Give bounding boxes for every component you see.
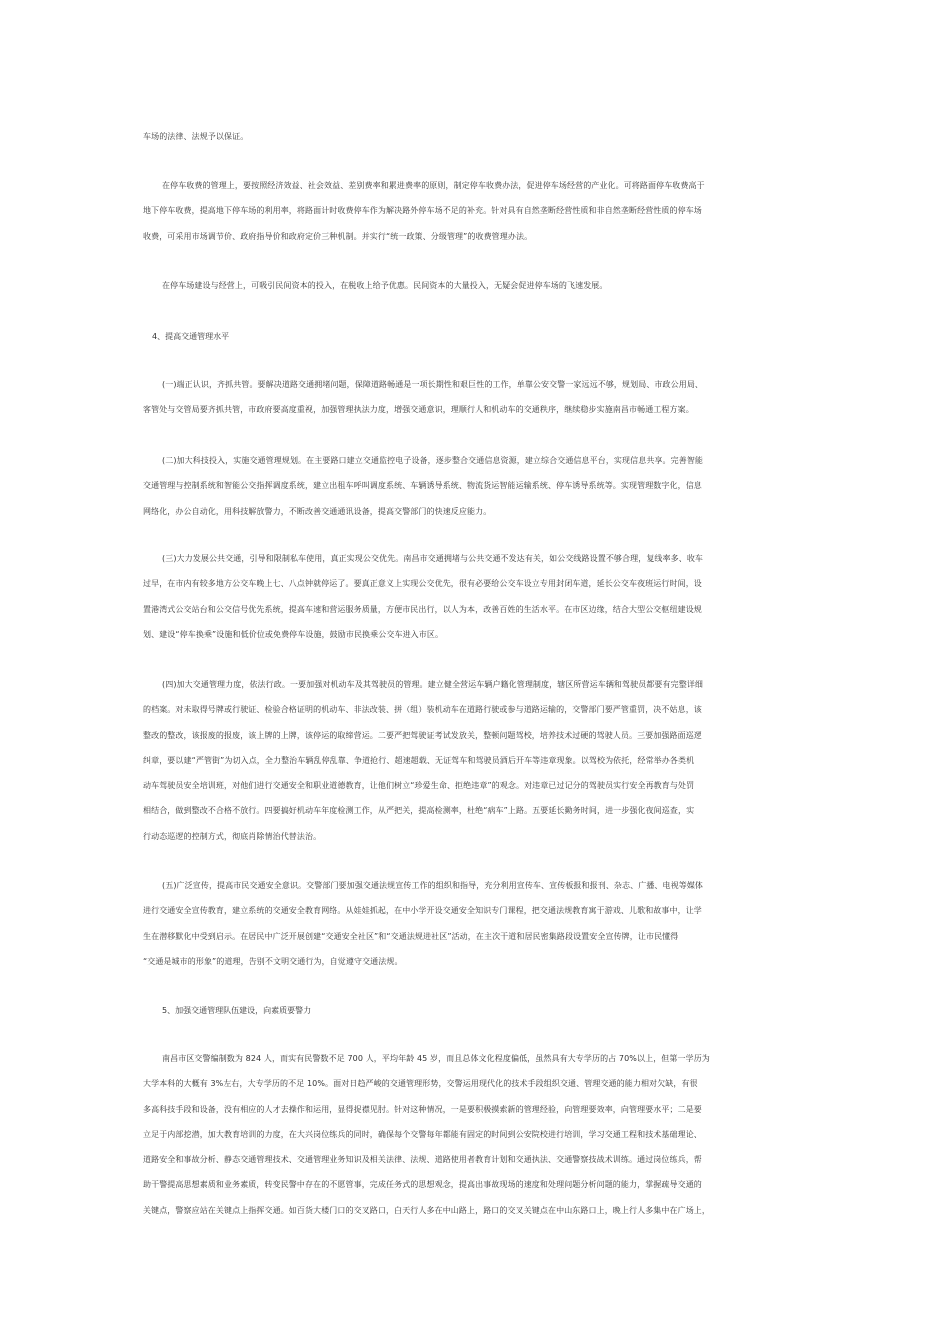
text-line: 多高科技手段和设备，没有相应的人才去操作和运用，显得捉襟见肘。针对这种情况，一是要积极摸索新的管理经验，向管理要效率，向管理要水平；二是要 [143,1104,702,1114]
text-line: “交通是城市的形象”的道理，告别不文明交通行为，自觉遵守交通法规。 [143,956,403,966]
text-line: 整改的整改，该报废的报废，该上牌的上牌，该停运的取缔营运。二要严把驾驶证考试发放关，整顿问题驾校，培养技术过硬的驾驶人员。三要加强路面巡逻 [143,730,702,740]
paragraph-item-3 [143,546,815,647]
text-line: 收费，可采用市场调节价、政府指导价和政府定价三种机制。并实行“统一政策、分级管理”的收费管理办法。 [143,231,533,241]
text-line: 南昌市区交警编制数为 824 人，而实有民警数不足 700 人，平均年龄 45 岁，而且总体文化程度偏低，虽然具有大专学历的占 70%以上，但第一学历为 [162,1054,710,1063]
text-line: 行动态巡逻的控制方式，彻底肖除情治代替法治。 [143,831,322,841]
paragraph-item-2 [143,448,815,524]
text-line: (三)大力发展公共交通，引导和限制私车使用，真正实现公交优先。南昌市交通拥堵与公共交通不发达有关，如公交线路设置不够合理，复线率多、收车 [162,554,704,563]
text-line: 的档案。对未取得号牌或行驶证、检验合格证明的机动车、非法改装、拼（组）装机动车在道路行驶或参与道路运输的，交警部门要严管重罚，决不姑息，该 [143,705,702,715]
text-line: (四)加大交通管理力度，依法行政。一要加强对机动车及其驾驶员的管理。建立健全营运车辆户籍化管理制度，辖区所营运车辆和驾驶员都要有完整详细 [162,680,704,689]
paragraph-parking-fees [143,173,815,249]
text-line: 在停车收费的管理上，要按照经济效益、社会效益、差别费率和累进费率的原则，制定停车收费办法，促进停车场经营的产业化。可将路面停车收费高于 [162,181,705,190]
paragraph-item-4 [143,672,815,849]
paragraph-police-staffing [143,1046,815,1223]
text-line: 纠章，要以建“严管街”为切入点，全力整治车辆乱停乱靠、争道抢行、超速超载、无证驾车和驾驶员酒后开车等违章现象。以驾校为依托，经常举办各类机 [143,755,695,765]
text-line: 车场的法律、法规予以保证。 [143,132,249,141]
text-line: 客管处与交管局要齐抓共管，市政府要高度重视，加强管理执法力度，增强交通意识，理顺行人和机动车的交通秩序，继续稳步实施南昌市畅通工程方案。 [143,405,694,415]
paragraph-parking-law [143,124,815,149]
text-line: (一)端正认识，齐抓共管。要解决道路交通拥堵问题，保障道路畅通是一项长期性和艰巨性的工作，单靠公安交警一家远远不够，规划局、市政公用局、 [162,380,704,389]
text-line: 交通管理与控制系统和智能公交指挥调度系统，建立出租车呼叫调度系统、车辆诱导系统、物流货运智能运输系统、停车诱导系统等。实现管理数字化，信息 [143,481,702,491]
text-line: (二)加大科技投入，实施交通管理规划。在主要路口建立交通监控电子设备，逐步整合交通信息资源，建立综合交通信息平台，实现信息共享。完善智能 [162,456,704,465]
section-heading-5: 5、加强交通管理队伍建设，向素质要警力 [162,1006,312,1015]
text-line: 助干警提高思想素质和业务素质，转变民警中存在的不愿管事，完成任务式的思想观念，提高出事故现场的速度和处理问题分析问题的能力，掌握疏导交通的 [143,1180,702,1190]
text-line: 生在潜移默化中受到启示。在居民中广泛开展创建“交通安全社区”和“交通法规进社区”活动，在主次干道和居民密集路段设置安全宣传牌，让市民懂得 [143,931,679,941]
text-line: 在停车场建设与经营上，可吸引民间资本的投入，在税收上给予优惠。民间资本的大量投入，无疑会促进停车场的飞速发展。 [162,281,608,290]
section-heading-4: 4、提高交通管理水平 [152,332,230,341]
text-line: 过早，在市内有较多地方公交车晚上七、八点钟就停运了。要真正意义上实现公交优先，很有必要给公交车设立专用封闭车道，延长公交车夜班运行时间，设 [143,579,702,589]
text-line: 动车驾驶员安全培训班，对他们进行交通安全和职业道德教育，让他们树立“珍爱生命、拒绝违章”的观念。对违章已过记分的驾驶员实行安全再教育与处罚 [143,781,695,791]
text-line: 网络化，办公自动化，用科技解放警力，不断改善交通通讯设备，提高交警部门的快速反应能力。 [143,506,492,516]
paragraph-item-1 [143,372,815,423]
text-line: 关键点，警察应站在关键点上指挥交通。如百货大楼门口的交叉路口，白天行人多在中山路上，路口的交叉关键点在中山东路口上，晚上行人多集中在广场上， [143,1205,710,1215]
text-line: 立足于内部挖潜，加大教育培训的力度，在大兴岗位练兵的同时，确保每个交警每年都能有固定的时间到公安院校进行培训，学习交通工程和技术基础理论、 [143,1129,702,1139]
text-line: 进行交通安全宣传教育，建立系统的交通安全教育网络。从娃娃抓起，在中小学开设交通安全知识专门课程，把交通法规教育寓于游戏、儿歌和故事中，让学 [143,906,702,916]
text-line: 划、建设“停车换乘”设施和低价位或免费停车设施，鼓励市民换乘公交车进入市区。 [143,629,444,639]
text-line: 地下停车收费，提高地下停车场的利用率，将路面计时收费停车作为解决路外停车场不足的补充。针对具有自然垄断经营性质和非自然垄断经营性质的停车场 [143,206,702,216]
text-line: 置港湾式公交站台和公交信号优先系统，提高车速和营运服务质量，方便市民出行，以人为本，改善百姓的生活水平。在市区边缘，结合大型公交枢纽建设规 [143,604,702,614]
paragraph-parking-construction [143,273,815,298]
text-line: 道路安全和事故分析、静态交通管理技术、交通管理业务知识及相关法律、法规、道路使用者教育计划和交通执法、交通警察技战术训练。通过岗位练兵，帮 [143,1155,702,1165]
text-line: 大学本科的大概有 3%左右，大专学历的不足 10%。面对日趋严峻的交通管理形势，交警运用现代化的技术手段组织交通、管理交通的能力相对欠缺，有很 [143,1079,698,1089]
text-line: 相结合，做到整改不合格不放行。四要搞好机动车年度检测工作，从严把关，提高检测率，杜绝“病车”上路。五要延长勤务时间，进一步强化夜间巡查，实 [143,806,695,816]
paragraph-item-5 [143,873,815,974]
text-line: (五)广泛宣传，提高市民交通安全意识。交警部门要加强交通法规宣传工作的组织和指导，充分利用宣传车、宣传板报和报刊、杂志、广播、电视等媒体 [162,881,704,890]
